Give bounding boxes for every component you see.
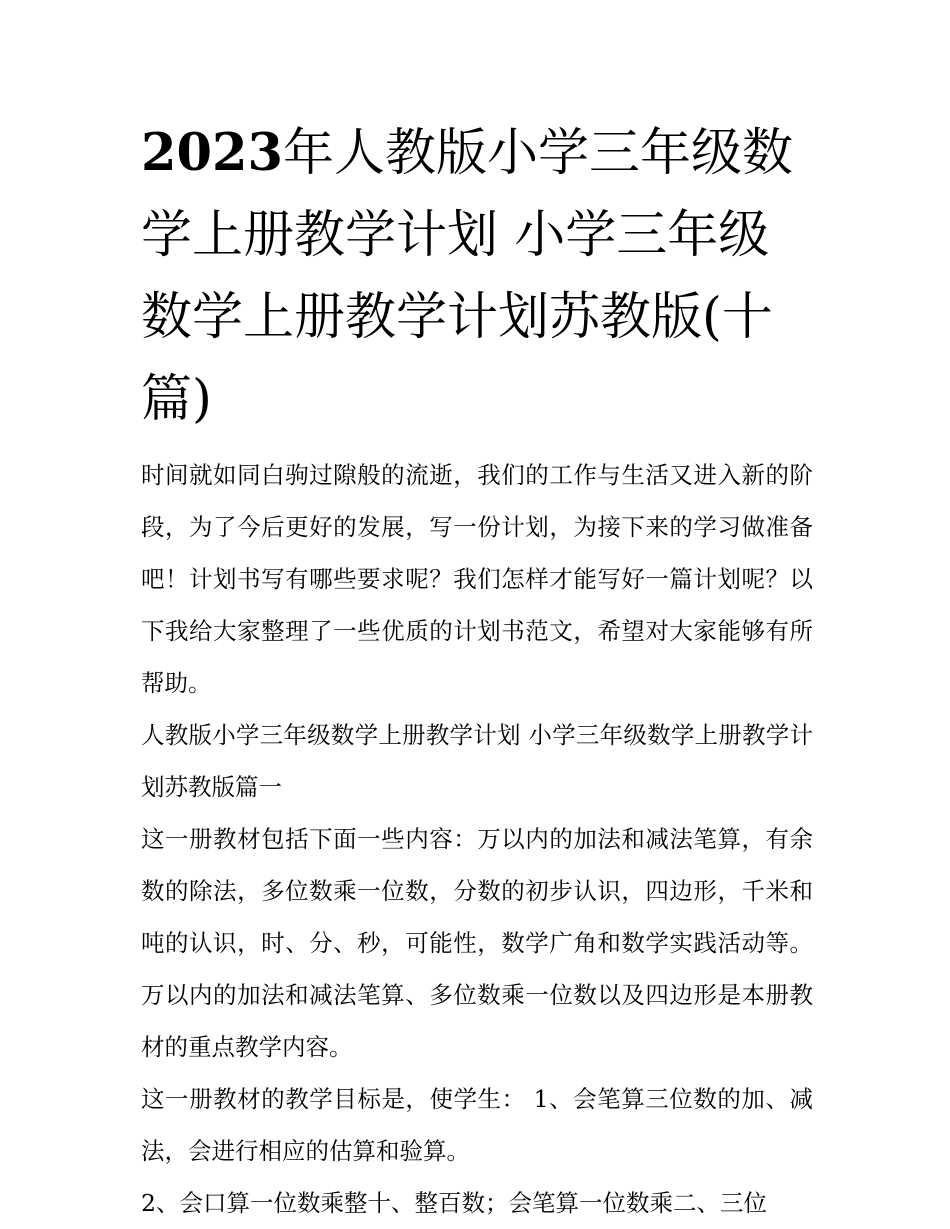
goals-item-2: 2、会口算一位数乘整十、整百数；会笔算一位数乘二、三位 <box>141 1189 767 1217</box>
section-heading: 人教版小学三年级数学上册教学计划 小学三年级数学上册教学计划苏教版篇一 <box>141 721 813 801</box>
document-title <box>141 112 813 441</box>
title-text: 年人教版小学三年级数学上册教学计划 小学三年级数学上册教学计划苏教版(十篇) <box>141 124 793 429</box>
document-page <box>141 112 813 1229</box>
goals-paragraph: 这一册教材的教学目标是，使学生： 1、会笔算三位数的加、减法，会进行相应的估算和验算。 <box>141 1085 813 1165</box>
intro-paragraph: 时间就如同白驹过隙般的流逝，我们的工作与生活又进入新的阶段，为了今后更好的发展，写一份计划，为接下来的学习做准备吧！计划书写有哪些要求呢？我们怎样才能写好一篇计划呢？以下我给大家整理了一些优质的计划书范文，希望对大家能够有所帮助。 <box>141 461 813 697</box>
title-year: 2023 <box>141 123 283 183</box>
content-paragraph: 这一册教材包括下面一些内容：万以内的加法和减法笔算，有余数的除法，多位数乘一位数，分数的初步认识，四边形，千米和吨的认识，时、分、秒，可能性，数学广角和数学实践活动等。万以内的加法和减法笔算、多位数乘一位数以及四边形是本册教材的重点教学内容。 <box>141 825 813 1061</box>
